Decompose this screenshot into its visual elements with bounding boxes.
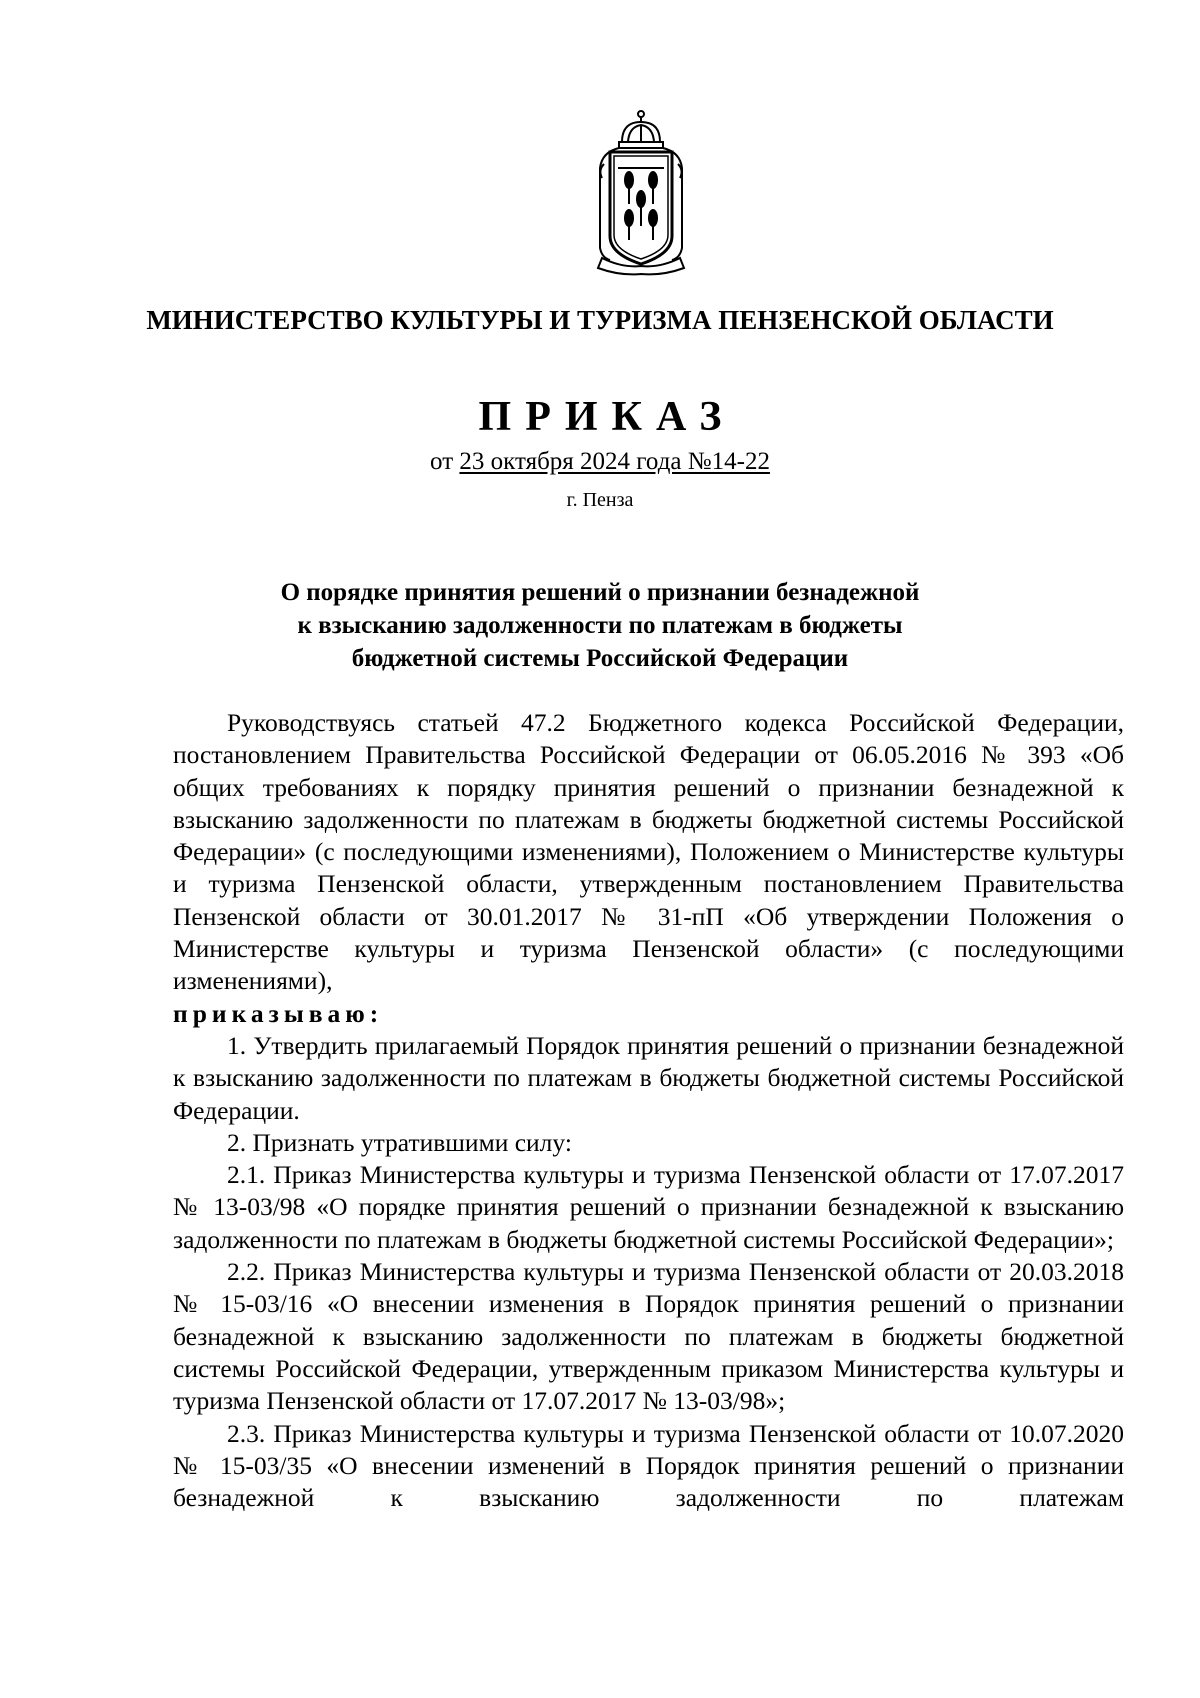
body-paragraph: 1. Утвердить прилагаемый Порядок принятия решений о признании безнадежной к взысканию задолженности по платежам в бюджеты бюджетной системы Российской Федерации. bbox=[173, 1030, 1124, 1125]
ministry-name: МИНИСТЕРСТВО КУЛЬТУРЫ И ТУРИЗМА ПЕНЗЕНСКОЙ ОБЛАСТИ bbox=[146, 305, 1054, 335]
coat-of-arms-icon bbox=[592, 108, 690, 278]
document-subject bbox=[0, 576, 1200, 675]
date-value: 23 октября 2024 года №14-22 bbox=[459, 448, 770, 475]
body-paragraph: 2.1. Приказ Министерства культуры и туризма Пензенской области от 17.07.2017 № 13-03/98 «О порядке принятия решений о признании безнадежной к взысканию задолженности по платежам в бюджеты бюджетной системы Российской Федерации»; bbox=[173, 1160, 1124, 1254]
date-prefix: от bbox=[430, 448, 460, 475]
subject-line: к взысканию задолженности по платежам в бюджеты bbox=[297, 612, 903, 639]
body-paragraph: 2. Признать утратившими силу: bbox=[227, 1127, 572, 1157]
document-date-number bbox=[0, 446, 1200, 478]
document-type-title: ПРИКАЗ bbox=[478, 394, 736, 440]
body-paragraph: 2.2. Приказ Министерства культуры и туризма Пензенской области от 20.03.2018 № 15-03/16 «О внесении изменения в Порядок принятия решений о признании безнадежной к взысканию задолженности по платежам в бюджеты бюджетной системы Российской Федерации, утвержденным приказом Министерства культуры и туризма Пензенской области от 17.07.2017 № 13-03/98»; bbox=[173, 1257, 1124, 1416]
decree-word: приказываю: bbox=[173, 998, 384, 1028]
preamble-paragraph: Руководствуясь статьей 47.2 Бюджетного кодекса Российской Федерации, постановлением Правительства Российской Федерации от 06.05.2016 № 393 «Об общих требованиях к порядку принятия решений о признании безнадежной к взысканию задолженности по платежам в бюджеты бюджетной системы Российской Федерации» (с последующими изменениями), Положением о Министерстве культуры и туризма Пензенской области, утвержденным постановлением Правительства Пензенской области от 30.01.2017 № 31-пП «Об утверждении Положения о Министерстве культуры и туризма Пензенской области» (с последующими изменениями), bbox=[173, 708, 1124, 996]
body-paragraph: 2.3. Приказ Министерства культуры и туризма Пензенской области от 10.07.2020 № 15-03/35 «О внесении изменений в Порядок принятия решений о признании безнадежной к взысканию задолженности по платежам bbox=[173, 1418, 1124, 1513]
subject-line: О порядке принятия решений о признании безнадежной bbox=[280, 579, 920, 606]
subject-line: бюджетной системы Российской Федерации bbox=[351, 645, 849, 672]
document-body bbox=[173, 707, 1124, 1514]
document-city: г. Пенза bbox=[566, 489, 634, 511]
